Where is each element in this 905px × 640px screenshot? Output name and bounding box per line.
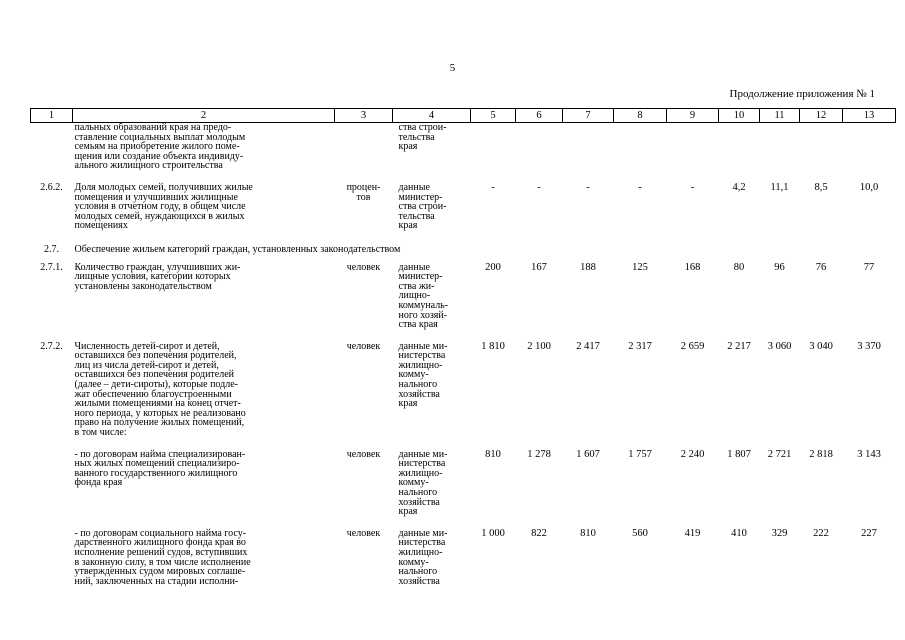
value-cell: 410 bbox=[731, 527, 747, 539]
value-cell: 1 000 bbox=[481, 527, 505, 539]
value-cell: 222 bbox=[813, 527, 829, 539]
cell-line: края bbox=[398, 220, 418, 232]
cell-line: ства строи- bbox=[398, 122, 447, 133]
cell-line: оставшихся без попечения родителей bbox=[74, 369, 235, 381]
cell-line: лиц из числа детей-сирот и детей, bbox=[74, 359, 219, 371]
value-cell: 2 100 bbox=[527, 340, 551, 352]
data-source bbox=[393, 259, 471, 338]
cell-line: Количество граждан, улучшивших жи- bbox=[74, 261, 241, 273]
cell-line: в том числе: bbox=[74, 427, 127, 439]
cell-line: человек bbox=[346, 261, 381, 273]
cell-line: ства края bbox=[398, 319, 438, 331]
value-cell: 2 317 bbox=[628, 340, 652, 352]
cell-line: Численность детей-сирот и детей, bbox=[74, 340, 220, 352]
value-cell: 2 818 bbox=[809, 448, 833, 460]
column-header: 3 bbox=[335, 109, 393, 123]
value-cell bbox=[800, 123, 843, 179]
cell-line: ства жи- bbox=[398, 280, 435, 292]
data-source bbox=[393, 446, 471, 525]
column-header: 7 bbox=[563, 109, 614, 123]
cell-line: данные bbox=[398, 261, 430, 273]
cell-line: человек bbox=[346, 448, 381, 460]
cell-line: данные bbox=[398, 181, 430, 193]
table-row bbox=[31, 525, 896, 595]
value-cell: 329 bbox=[771, 527, 788, 539]
row-code: 2.7. bbox=[44, 243, 59, 255]
cell-line: пальных образований края на предо- bbox=[74, 122, 232, 133]
value-cell: 3 143 bbox=[857, 448, 881, 460]
value-cell: 2 240 bbox=[680, 448, 705, 460]
value-cell: 76 bbox=[815, 261, 827, 273]
unit-of-measure bbox=[335, 259, 393, 338]
page-number: 5 bbox=[449, 62, 456, 74]
value-cell bbox=[843, 123, 896, 179]
value-cell: 560 bbox=[632, 527, 648, 539]
cell-line: жилищно- bbox=[398, 546, 443, 558]
cell-line: нального bbox=[398, 487, 438, 498]
value-cell: 10,0 bbox=[859, 181, 879, 193]
cell-line: процен- bbox=[346, 181, 381, 193]
cell-line: тельства bbox=[398, 131, 435, 143]
cell-line: (далее – дети-сироты), которые подле- bbox=[74, 379, 238, 391]
indicator-description bbox=[73, 123, 335, 179]
table-row bbox=[31, 446, 896, 525]
value-cell: - bbox=[690, 181, 695, 193]
cell-line: - по договорам найма специализирован- bbox=[74, 448, 246, 460]
indicator-description bbox=[73, 338, 335, 446]
cell-line: края bbox=[398, 506, 418, 518]
cell-line: жат обеспечению благоустроенными bbox=[74, 388, 232, 400]
cell-line: лищно- bbox=[398, 290, 431, 302]
cell-line: фонда края bbox=[74, 477, 123, 489]
cell-line: коммуналь- bbox=[398, 299, 449, 311]
cell-line: дарственного жилищного фонда края во bbox=[74, 537, 246, 549]
value-cell: 168 bbox=[684, 261, 701, 273]
cell-line: помещениях bbox=[74, 220, 128, 232]
cell-line: жилищно- bbox=[398, 467, 443, 479]
table-header-row bbox=[31, 109, 896, 123]
column-header: 9 bbox=[667, 109, 719, 123]
value-cell bbox=[667, 123, 719, 179]
cell-line: молодых семей, нуждающихся в жилых bbox=[74, 210, 245, 222]
cell-line: в законную силу, в том числе исполнение bbox=[74, 556, 251, 568]
unit-of-measure bbox=[335, 525, 393, 595]
cell-line: нистерства bbox=[398, 350, 446, 362]
column-header: 2 bbox=[73, 109, 335, 123]
cell-line: края bbox=[398, 398, 418, 410]
cell-line: нального bbox=[398, 566, 438, 578]
cell-line: данные ми- bbox=[398, 340, 448, 352]
data-source bbox=[393, 179, 471, 239]
value-cell: 227 bbox=[861, 527, 877, 539]
cell-line: хозяйства bbox=[398, 496, 440, 508]
section-title: Обеспечение жильем категорий граждан, установленных законодательством bbox=[74, 243, 401, 255]
unit-of-measure bbox=[335, 446, 393, 525]
value-cell bbox=[719, 123, 760, 179]
cell-line: ванного государственного жилищного bbox=[74, 467, 238, 479]
cell-line: право на получение жилых помещений, bbox=[74, 417, 245, 429]
cell-line: семьям на приобретение жилого поме- bbox=[74, 141, 240, 153]
cell-line: данные ми- bbox=[398, 527, 448, 539]
cell-line: ний, заключенных на стадии исполни- bbox=[74, 575, 239, 587]
data-source bbox=[393, 338, 471, 446]
value-cell: 125 bbox=[632, 261, 648, 273]
value-cell bbox=[760, 123, 800, 179]
value-cell: 96 bbox=[774, 261, 785, 273]
cell-line: комму- bbox=[398, 556, 429, 568]
value-cell: 1 807 bbox=[727, 448, 751, 460]
value-cell: 822 bbox=[531, 527, 547, 539]
value-cell: 188 bbox=[580, 261, 596, 273]
value-cell: 810 bbox=[485, 448, 501, 460]
value-cell: 4,2 bbox=[732, 181, 746, 193]
value-cell: 200 bbox=[485, 261, 501, 273]
indicator-description bbox=[73, 446, 335, 525]
cell-line: установлены законодательством bbox=[74, 280, 212, 292]
value-cell: 1 607 bbox=[576, 448, 600, 460]
cell-line: нального bbox=[398, 379, 438, 391]
value-cell: 77 bbox=[863, 261, 875, 273]
cell-line: Доля молодых семей, получивших жилые bbox=[74, 181, 253, 193]
row-code: 2.7.2. bbox=[40, 340, 63, 352]
value-cell: 2 659 bbox=[680, 340, 705, 352]
value-cell: 419 bbox=[684, 527, 701, 539]
value-cell bbox=[563, 123, 614, 179]
cell-line: ства строи- bbox=[398, 201, 447, 213]
column-header: 1 bbox=[31, 109, 73, 123]
value-cell: 810 bbox=[580, 527, 596, 539]
cell-line: ных жилых помещений специализиро- bbox=[74, 458, 240, 470]
value-cell: 3 370 bbox=[857, 340, 881, 352]
cell-line: хозяйства bbox=[398, 575, 440, 587]
cell-line: человек bbox=[346, 340, 381, 352]
data-source bbox=[393, 525, 471, 595]
table-body bbox=[31, 123, 896, 595]
value-cell: 1 757 bbox=[628, 448, 652, 460]
cell-line: хозяйства bbox=[398, 388, 440, 400]
cell-line: исполнение решений судов, вступивших bbox=[74, 546, 248, 558]
value-cell bbox=[614, 123, 667, 179]
column-header: 13 bbox=[843, 109, 896, 123]
value-cell: 3 040 bbox=[809, 340, 833, 352]
indicator-description bbox=[73, 179, 335, 239]
table-row bbox=[31, 259, 896, 338]
cell-line: министер- bbox=[398, 191, 443, 203]
column-header: 10 bbox=[719, 109, 760, 123]
cell-line: утвержденных судом мировых соглаше- bbox=[74, 566, 246, 578]
value-cell: 2 217 bbox=[727, 340, 751, 352]
column-header: 11 bbox=[760, 109, 800, 123]
cell-line: тов bbox=[356, 191, 371, 203]
value-cell: 1 278 bbox=[527, 448, 551, 460]
cell-line: щения или создание объекта индивиду- bbox=[74, 150, 244, 162]
table-row bbox=[31, 338, 896, 446]
table-row bbox=[31, 179, 896, 239]
column-header: 5 bbox=[471, 109, 516, 123]
column-header: 8 bbox=[614, 109, 667, 123]
cell-line: оставшихся без попечения родителей, bbox=[74, 350, 237, 362]
cell-line: жилыми помещениями на конец отчет- bbox=[74, 398, 241, 410]
cell-line: комму- bbox=[398, 477, 429, 489]
cell-line: ного хозяй- bbox=[398, 309, 448, 321]
value-cell: 80 bbox=[733, 261, 745, 273]
unit-of-measure bbox=[335, 123, 393, 179]
value-cell bbox=[516, 123, 563, 179]
cell-line: ставление социальных выплат молодым bbox=[74, 131, 246, 143]
value-cell: 8,5 bbox=[814, 181, 828, 193]
value-cell: 167 bbox=[531, 261, 547, 273]
cell-line: человек bbox=[346, 527, 381, 539]
indicator-description bbox=[73, 525, 335, 595]
row-code bbox=[31, 446, 73, 525]
value-cell: 3 060 bbox=[767, 340, 792, 352]
cell-line: нистерства bbox=[398, 458, 446, 470]
appendix-continuation-note: Продолжение приложения № 1 bbox=[729, 88, 875, 100]
cell-line: - по договорам социального найма госу- bbox=[74, 527, 247, 539]
cell-line: комму- bbox=[398, 369, 429, 381]
column-header: 12 bbox=[800, 109, 843, 123]
value-cell: 11,1 bbox=[770, 181, 789, 193]
table-row bbox=[31, 123, 896, 179]
indicator-description bbox=[73, 259, 335, 338]
cell-line: условия в отчетном году, в общем числе bbox=[74, 201, 246, 213]
row-code bbox=[31, 525, 73, 595]
row-code bbox=[31, 123, 73, 179]
column-header: 6 bbox=[516, 109, 563, 123]
value-cell: - bbox=[537, 181, 541, 193]
cell-line: лищные условия, категории которых bbox=[74, 271, 231, 283]
row-code: 2.6.2. bbox=[40, 181, 63, 193]
row-code: 2.7.1. bbox=[40, 261, 63, 273]
cell-line: края bbox=[398, 141, 418, 153]
value-cell: 2 417 bbox=[576, 340, 600, 352]
value-cell: - bbox=[638, 181, 642, 193]
cell-line: помещения и улучшивших жилищные bbox=[74, 191, 238, 203]
cell-line: нистерства bbox=[398, 537, 446, 549]
cell-line: жилищно- bbox=[398, 359, 443, 371]
cell-line: данные ми- bbox=[398, 448, 448, 460]
column-header: 4 bbox=[393, 109, 471, 123]
data-source bbox=[393, 123, 471, 179]
indicators-table bbox=[30, 108, 896, 594]
value-cell: 1 810 bbox=[481, 340, 505, 352]
value-cell bbox=[471, 123, 516, 179]
value-cell: 2 721 bbox=[767, 448, 792, 460]
cell-line: тельства bbox=[398, 210, 435, 222]
value-cell: - bbox=[586, 181, 590, 193]
unit-of-measure bbox=[335, 179, 393, 239]
table-row bbox=[31, 239, 896, 259]
value-cell: - bbox=[491, 181, 495, 193]
cell-line: ного периода, у которых не реализовано bbox=[74, 407, 246, 419]
unit-of-measure bbox=[335, 338, 393, 446]
cell-line: ального жилищного строительства bbox=[74, 160, 223, 172]
cell-line: министер- bbox=[398, 271, 443, 283]
